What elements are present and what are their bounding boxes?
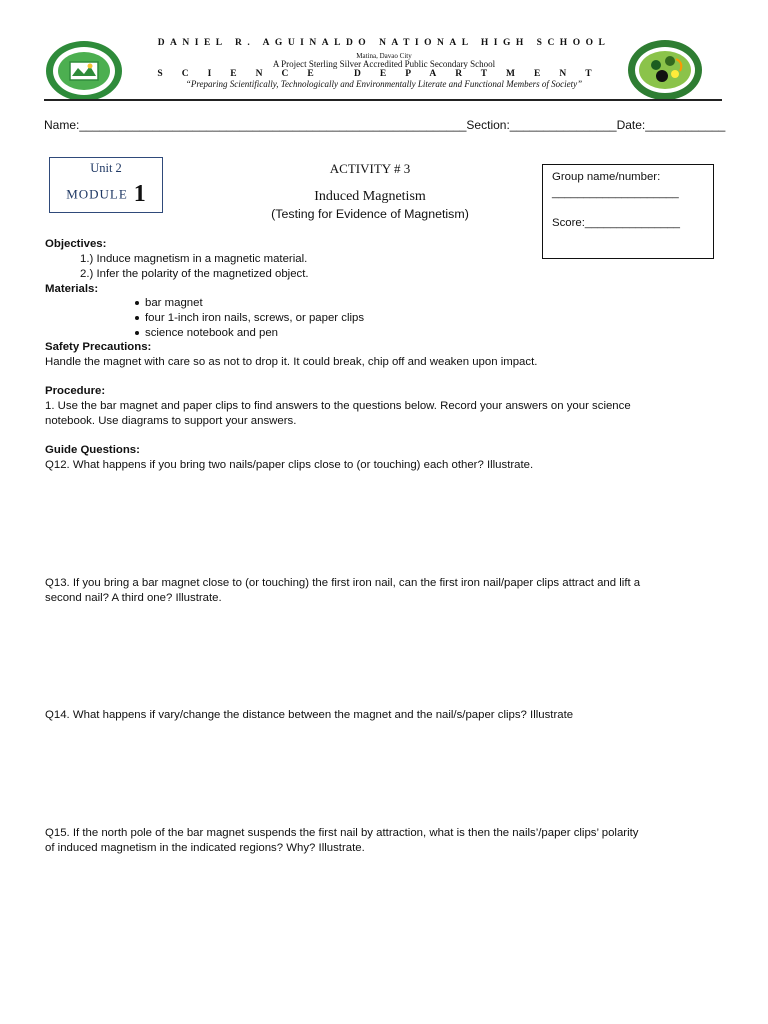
- question-q12: Q12. What happens if you bring two nails/paper clips close to (or touching) each other? Illustrate.: [45, 459, 534, 471]
- question-q13-cont: second nail? A third one? Illustrate.: [45, 592, 222, 604]
- material-item: [135, 326, 278, 341]
- school-motto: “Preparing Scientifically, Technologically and Environmentally Literate and Functional Members of Society”: [185, 79, 583, 89]
- school-name: DANIEL R. AGUINALDO NATIONAL HIGH SCHOOL: [157, 38, 611, 48]
- school-address: Matina, Davao City: [356, 52, 412, 60]
- score-label: Score:_______________: [552, 217, 680, 229]
- material-text: four 1-inch iron nails, screws, or paper clips: [145, 312, 365, 324]
- group-name-blank: ____________________: [552, 187, 679, 199]
- safety-text: Handle the magnet with care so as not to drop it. It could break, chip off and weaken upon impact.: [45, 356, 538, 368]
- material-item: [135, 311, 364, 326]
- bullet-icon: [135, 301, 139, 305]
- question-q14: Q14. What happens if vary/change the distance between the magnet and the nail/s/paper clips? Illustrate: [45, 709, 574, 721]
- department-name: SCIENCE DEPARTMENT: [157, 69, 611, 79]
- unit-label: Unit 2: [90, 161, 122, 175]
- material-item: [135, 296, 203, 311]
- student-info-line: Name:__________________________________________________________Section:________________Date:____________: [44, 118, 726, 132]
- question-q13: Q13. If you bring a bar magnet close to (or touching) the first iron nail, can the first iron nail/paper clips attract and lift a: [45, 577, 641, 589]
- group-name-label: Group name/number:: [552, 171, 661, 183]
- material-text: science notebook and pen: [145, 327, 278, 339]
- guide-questions-heading: Guide Questions:: [45, 444, 140, 456]
- material-text: bar magnet: [145, 297, 203, 309]
- module-word: MODULE: [66, 186, 128, 202]
- activity-number: ACTIVITY # 3: [329, 161, 411, 176]
- procedure-step: 1. Use the bar magnet and paper clips to find answers to the questions below. Record your answers on your science: [45, 400, 631, 412]
- question-q15-cont: of induced magnetism in the indicated regions? Why? Illustrate.: [45, 842, 365, 854]
- objectives-heading: Objectives:: [45, 238, 107, 250]
- objective-item: 1.) Induce magnetism in a magnetic material.: [80, 253, 308, 265]
- activity-subtitle: (Testing for Evidence of Magnetism): [271, 207, 469, 221]
- header-divider: [44, 99, 722, 101]
- question-q15: Q15. If the north pole of the bar magnet suspends the first nail by attraction, what is then the nails’/paper clips’ polarity: [45, 827, 639, 839]
- accreditation-line: A Project Sterling Silver Accredited Public Secondary School: [272, 59, 496, 69]
- safety-heading: Safety Precautions:: [45, 341, 152, 353]
- activity-title: Induced Magnetism: [314, 189, 426, 204]
- bullet-icon: [135, 331, 139, 335]
- module-number: 1: [133, 181, 146, 207]
- materials-heading: Materials:: [45, 283, 99, 295]
- module-label: [50, 181, 162, 208]
- procedure-heading: Procedure:: [45, 385, 106, 397]
- objective-item: 2.) Infer the polarity of the magnetized object.: [80, 268, 309, 280]
- bullet-icon: [135, 316, 139, 320]
- procedure-step-cont: notebook. Use diagrams to support your answers.: [45, 415, 297, 427]
